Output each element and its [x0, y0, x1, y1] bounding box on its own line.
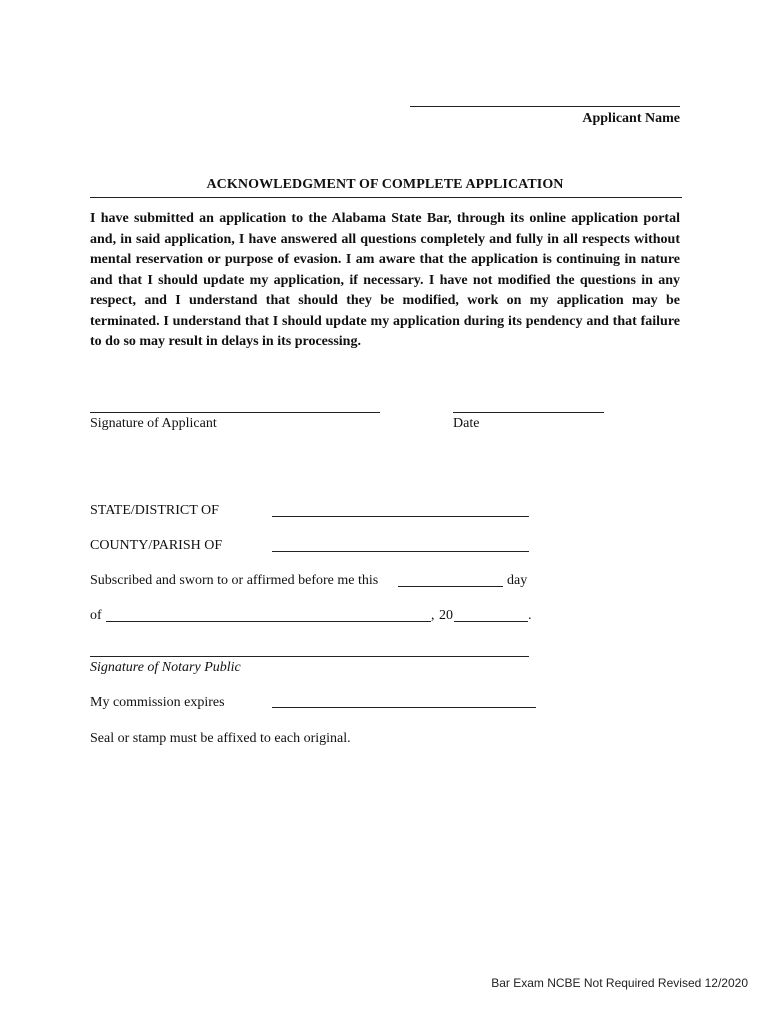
day-label: day [507, 573, 528, 588]
year-field[interactable] [454, 621, 528, 622]
applicant-signature-label: Signature of Applicant [90, 416, 217, 431]
year-comma: , [431, 608, 435, 623]
subscribed-sworn-text: Subscribed and sworn to or affirmed before me this [90, 573, 379, 588]
applicant-signature-line[interactable] [90, 412, 380, 413]
commission-expires-field[interactable] [272, 707, 536, 708]
acknowledgment-body: I have submitted an application to the Alabama State Bar, through its online application portal and, in said application, I have answered all questions completely and fully in all respects without mental reservation or purpose of evasion. I am aware that the application is continuing in nature and that I should update my application, if necessary. I have not modified the questions in any respect, and I understand that should they be modified, work on my application may be terminated. I understand that I should update my application during its pendency and that failure to do so may result in delays in its processing. [90, 211, 680, 349]
applicant-name-line[interactable] [410, 106, 680, 107]
date-line[interactable] [453, 412, 604, 413]
document-title: ACKNOWLEDGMENT OF COMPLETE APPLICATION [206, 177, 564, 192]
county-parish-label: COUNTY/PARISH OF [90, 538, 223, 553]
notary-signature-line[interactable] [90, 656, 529, 657]
day-field[interactable] [398, 586, 503, 587]
state-district-field[interactable] [272, 516, 529, 517]
title-rule [90, 197, 682, 198]
of-label: of [90, 608, 102, 623]
commission-expires-label: My commission expires [90, 695, 225, 710]
month-field[interactable] [106, 621, 431, 622]
seal-instruction: Seal or stamp must be affixed to each original. [90, 731, 351, 746]
year-period: . [528, 608, 532, 623]
county-parish-field[interactable] [272, 551, 529, 552]
date-label: Date [453, 416, 480, 431]
revision-footer: Bar Exam NCBE Not Required Revised 12/2020 [491, 976, 748, 990]
applicant-name-label: Applicant Name [582, 111, 680, 126]
state-district-label: STATE/DISTRICT OF [90, 503, 219, 518]
year-prefix: 20 [439, 608, 453, 623]
notary-signature-label: Signature of Notary Public [90, 660, 241, 675]
